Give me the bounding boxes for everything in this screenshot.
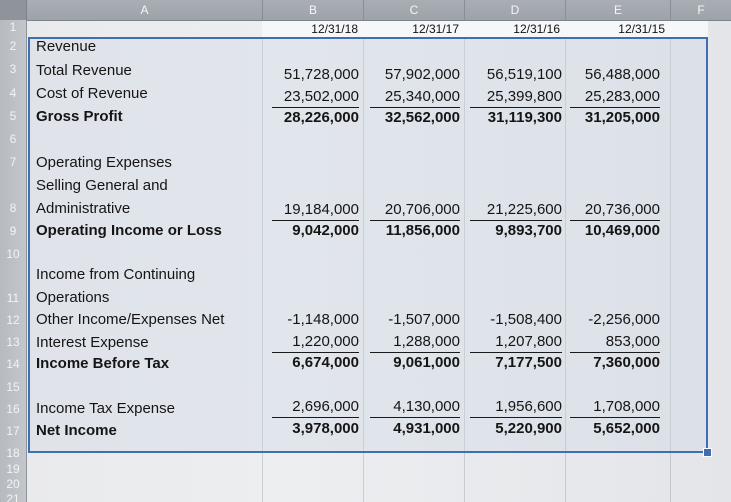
label-gross-profit[interactable]: Gross Profit: [36, 108, 123, 125]
row-header-21[interactable]: 21: [6, 492, 20, 502]
label-revenue[interactable]: Revenue: [36, 38, 97, 55]
label-sga-line1[interactable]: Selling General and: [36, 177, 168, 194]
cell-cost-of-revenue-b[interactable]: 23,502,000: [283, 88, 359, 105]
date-cell-c1[interactable]: 12/31/17: [412, 22, 459, 36]
row-header-6[interactable]: 6: [9, 132, 17, 146]
date-cell-d1[interactable]: 12/31/16: [513, 22, 560, 36]
underline: [570, 417, 660, 418]
cell-other-income-c[interactable]: -1,507,000: [388, 311, 460, 328]
cell-income-tax-expense-e[interactable]: 1,708,000: [593, 398, 660, 415]
cell-gross-profit-b[interactable]: 28,226,000: [283, 109, 359, 126]
underline: [370, 107, 460, 108]
cell-income-before-tax-e[interactable]: 7,360,000: [593, 354, 660, 371]
date-cell-e1[interactable]: 12/31/15: [618, 22, 665, 36]
row-header-16[interactable]: 16: [6, 402, 20, 416]
select-all-corner[interactable]: [0, 0, 27, 20]
row-header-5[interactable]: 5: [9, 109, 17, 123]
label-income-before-tax[interactable]: Income Before Tax: [36, 355, 170, 372]
column-header-d[interactable]: D: [465, 0, 566, 20]
row-header-20[interactable]: 20: [6, 477, 20, 491]
cell-total-revenue-d[interactable]: 56,519,100: [486, 66, 562, 83]
fill-handle[interactable]: [703, 448, 712, 457]
cell-interest-expense-b[interactable]: 1,220,000: [292, 333, 359, 350]
row-header-7[interactable]: 7: [9, 155, 17, 169]
underline: [470, 352, 562, 353]
cell-interest-expense-d[interactable]: 1,207,800: [495, 333, 562, 350]
underline: [272, 107, 359, 108]
cell-net-income-d[interactable]: 5,220,900: [495, 420, 562, 437]
cell-gross-profit-c[interactable]: 32,562,000: [384, 109, 460, 126]
underline: [272, 220, 359, 221]
underline: [272, 417, 359, 418]
cell-cost-of-revenue-d[interactable]: 25,399,800: [486, 88, 562, 105]
cell-operating-income-c[interactable]: 11,856,000: [385, 222, 460, 239]
date-cell-b1[interactable]: 12/31/18: [311, 22, 358, 36]
label-net-income[interactable]: Net Income: [36, 422, 117, 439]
cell-gross-profit-d[interactable]: 31,119,300: [487, 109, 562, 126]
column-header-a[interactable]: A: [27, 0, 263, 20]
column-header-e[interactable]: E: [566, 0, 671, 20]
cell-other-income-b[interactable]: -1,148,000: [287, 311, 359, 328]
cell-sga-c[interactable]: 20,706,000: [384, 201, 460, 218]
label-operating-expenses[interactable]: Operating Expenses: [36, 154, 172, 171]
cell-cost-of-revenue-e[interactable]: 25,283,000: [584, 88, 660, 105]
cell-total-revenue-e[interactable]: 56,488,000: [584, 66, 660, 83]
cell-income-tax-expense-b[interactable]: 2,696,000: [292, 398, 359, 415]
column-header-c[interactable]: C: [364, 0, 465, 20]
cell-sga-b[interactable]: 19,184,000: [283, 201, 359, 218]
cell-operating-income-d[interactable]: 9,893,700: [495, 222, 562, 239]
cell-gross-profit-e[interactable]: 31,205,000: [584, 109, 660, 126]
underline: [370, 417, 460, 418]
column-header-f[interactable]: F: [671, 0, 731, 20]
row-header-17[interactable]: 17: [6, 424, 20, 438]
cell-sga-d[interactable]: 21,225,600: [486, 201, 562, 218]
cell-net-income-b[interactable]: 3,978,000: [292, 420, 359, 437]
cell-income-before-tax-d[interactable]: 7,177,500: [495, 354, 562, 371]
underline: [272, 352, 359, 353]
label-income-tax-expense[interactable]: Income Tax Expense: [36, 400, 175, 417]
cell-other-income-e[interactable]: -2,256,000: [588, 311, 660, 328]
cell-income-before-tax-c[interactable]: 9,061,000: [393, 354, 460, 371]
cell-total-revenue-b[interactable]: 51,728,000: [283, 66, 359, 83]
underline: [570, 352, 660, 353]
row-header-14[interactable]: 14: [6, 357, 20, 371]
row-header-15[interactable]: 15: [6, 380, 20, 394]
underline: [370, 220, 460, 221]
label-sga-line2[interactable]: Administrative: [36, 200, 131, 217]
underline: [470, 417, 562, 418]
cell-net-income-e[interactable]: 5,652,000: [593, 420, 660, 437]
column-header-b[interactable]: B: [263, 0, 364, 20]
label-operating-income[interactable]: Operating Income or Loss: [36, 222, 222, 239]
cell-income-before-tax-b[interactable]: 6,674,000: [292, 354, 359, 371]
row-header-11[interactable]: 11: [6, 291, 20, 305]
row-header-18[interactable]: 18: [6, 446, 20, 460]
cell-other-income-d[interactable]: -1,508,400: [490, 311, 562, 328]
label-interest-expense[interactable]: Interest Expense: [36, 334, 149, 351]
label-total-revenue[interactable]: Total Revenue: [36, 62, 132, 79]
underline: [570, 107, 660, 108]
label-income-cont-line2[interactable]: Operations: [36, 289, 110, 306]
label-cost-of-revenue[interactable]: Cost of Revenue: [36, 85, 148, 102]
row-header-13[interactable]: 13: [6, 335, 20, 349]
cell-total-revenue-c[interactable]: 57,902,000: [384, 66, 460, 83]
underline: [570, 220, 660, 221]
label-income-cont-line1[interactable]: Income from Continuing: [36, 266, 196, 283]
cell-net-income-c[interactable]: 4,931,000: [393, 420, 460, 437]
cell-interest-expense-c[interactable]: 1,288,000: [393, 333, 460, 350]
cell-cost-of-revenue-c[interactable]: 25,340,000: [384, 88, 460, 105]
underline: [370, 352, 460, 353]
row-header-19[interactable]: 19: [6, 462, 20, 476]
cell-income-tax-expense-c[interactable]: 4,130,000: [393, 398, 460, 415]
row-header-10[interactable]: 10: [6, 247, 20, 261]
cell-sga-e[interactable]: 20,736,000: [584, 201, 660, 218]
row-header-2[interactable]: 2: [9, 39, 17, 53]
cell-operating-income-e[interactable]: 10,469,000: [584, 222, 660, 239]
cell-income-tax-expense-d[interactable]: 1,956,600: [495, 398, 562, 415]
underline: [470, 220, 562, 221]
label-other-income[interactable]: Other Income/Expenses Net: [36, 311, 225, 328]
row-header-9[interactable]: 9: [9, 224, 17, 238]
row-header-8[interactable]: 8: [9, 201, 17, 215]
underline: [470, 107, 562, 108]
cell-operating-income-b[interactable]: 9,042,000: [292, 222, 359, 239]
cell-interest-expense-e[interactable]: 853,000: [605, 333, 660, 350]
row-header-3[interactable]: 3: [9, 62, 17, 76]
row-header-4[interactable]: 4: [9, 86, 17, 100]
row-header-1[interactable]: 1: [9, 20, 17, 34]
column-header-bar: [0, 0, 731, 21]
row-header-12[interactable]: 12: [6, 313, 20, 327]
